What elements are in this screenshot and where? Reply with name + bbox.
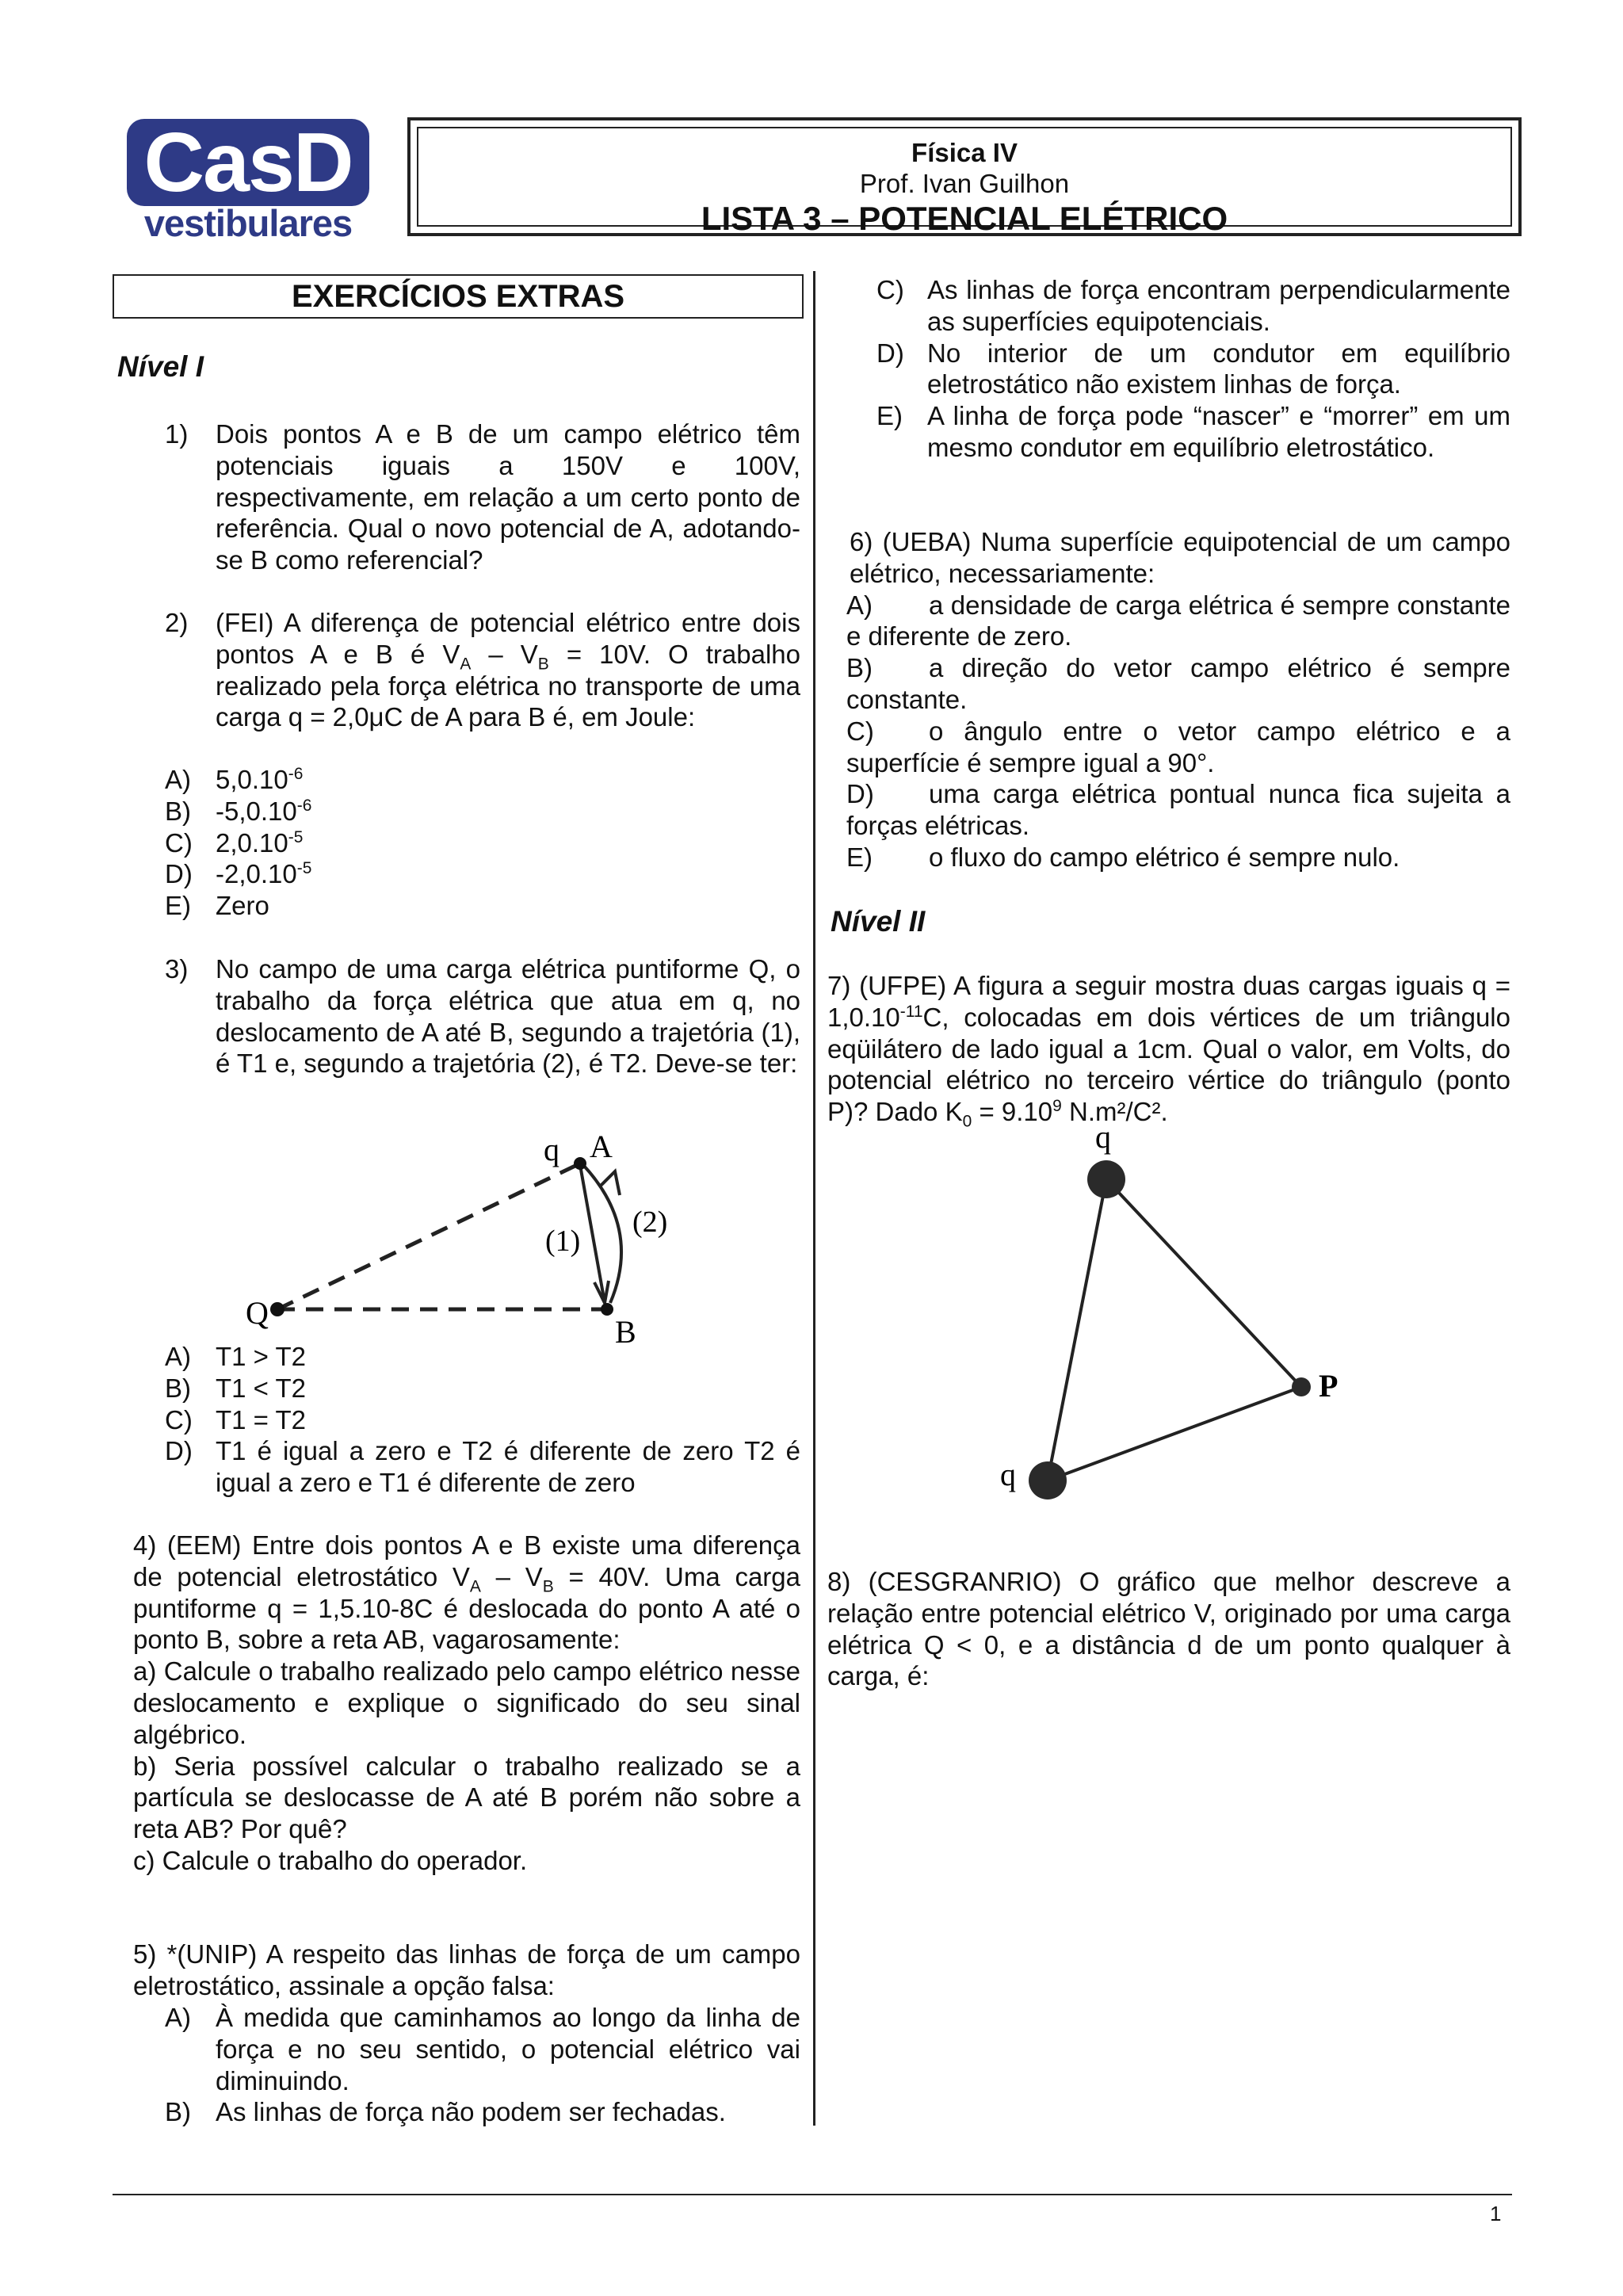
q5-options-left: [165, 2002, 800, 2128]
list-title: LISTA 3 – POTENCIAL ELÉTRICO: [701, 200, 1228, 237]
q6-block: [846, 526, 1510, 873]
casd-logo: [127, 116, 369, 244]
q2-option: A) $5,0.10^{-6}$: [165, 765, 304, 794]
page-number: 1: [1490, 2202, 1502, 2225]
q6-option: B) a direção do vetor campo elétrico é sempre constante.: [846, 653, 1510, 714]
q3-trajectory-figure: [230, 1133, 674, 1347]
q2-option: D) $-2,0.10^{-5}$: [165, 859, 312, 889]
q3-text: No campo de uma carga elétrica puntiforme Q, o trabalho da força elétrica que atua em q, no deslocamento de A até B, segundo a trajetória (1), é T1 e, segundo a trajetória (2), é T2. Deve-se ter:: [216, 954, 800, 1079]
level-1-heading: Nível I: [117, 350, 204, 383]
q7-label-P: P: [1319, 1368, 1338, 1404]
q2-option: E) Zero: [165, 891, 269, 921]
q5-option: A) À medida que caminhamos ao longo da linha de força e no seu sentido, o potencial elétrico vai diminuindo.: [165, 2003, 800, 2095]
q2-options: [165, 764, 311, 922]
q1-text: Dois pontos A e B de um campo elétrico têm potenciais iguais a 150V e 100V, respectivamente, em relação a um certo ponto de referência. Qual o novo potencial de A, adotando-se B como referencial?: [216, 419, 800, 575]
logo-sub: vestibulares: [143, 202, 353, 244]
q2-option: C) $2,0.10^{-5}$: [165, 827, 304, 858]
q3-point-B: [601, 1303, 613, 1316]
q3-label-path1: (1): [545, 1224, 581, 1258]
q7-triangle-figure: [983, 1125, 1355, 1506]
subject: Física IV: [911, 138, 1018, 167]
header-title-box: [407, 117, 1522, 236]
q3-label-Q: Q: [246, 1295, 269, 1331]
q3-point-A: [574, 1157, 586, 1170]
q3-charge-Q: [270, 1302, 285, 1316]
q3-label-q: q: [544, 1133, 559, 1167]
q6-option: D) uma carga elétrica pontual nunca fica sujeita a forças elétricas.: [846, 779, 1510, 841]
q6-option: C) o ângulo entre o vetor campo elétrico e a superfície é sempre igual a 90°.: [846, 716, 1510, 777]
q3-label-A: A: [590, 1133, 613, 1164]
q1-number: 1): [165, 419, 189, 449]
q3-label-path2: (2): [632, 1205, 668, 1239]
q6-text: 6) (UEBA) Numa superfície equipotencial de um campo elétrico, necessariamente:: [850, 527, 1510, 588]
q7-charge-bottom: [1029, 1461, 1067, 1499]
q3-option: D) T1 é igual a zero e T2 é diferente de zero T2 é igual a zero e T1 é diferente de zero: [165, 1436, 800, 1498]
q2-text: (FEI) A diferença de potencial elétrico entre dois pontos A e B é $V_A - V_B = 10V$. O trabalho realizado pela força elétrica no transporte de uma carga q = 2,0μC de A para B é, em Joule:: [216, 608, 800, 732]
section-title: EXERCÍCIOS EXTRAS: [113, 274, 804, 319]
q5-option: C) As linhas de força encontram perpendicularmente as superfícies equipotenciais.: [876, 275, 1510, 336]
q7-point-P: [1292, 1377, 1311, 1396]
q7-triangle: [1048, 1179, 1301, 1480]
q3-option: C) T1 = T2: [165, 1404, 307, 1435]
q6-option: E) o fluxo do campo elétrico é sempre nulo.: [846, 842, 1400, 872]
q3-option: B) T1 < T2: [165, 1373, 307, 1403]
q5-text: 5) *(UNIP) A respeito das linhas de força de um campo eletrostático, assinale a opção falsa:: [133, 1939, 800, 2000]
teacher: Prof. Ivan Guilhon: [859, 169, 1070, 198]
q3-option: A) T1 > T2: [165, 1342, 307, 1371]
q5-option: B) As linhas de força não podem ser fechadas.: [165, 2097, 726, 2127]
q2-number: 2): [165, 608, 189, 637]
q3-number: 3): [165, 954, 189, 984]
q4-item-c: c) Calcule o trabalho do operador.: [133, 1845, 528, 1875]
q5-option: E) A linha de força pode “nascer” e “morrer” em um mesmo condutor em equilíbrio eletrostático.: [876, 401, 1510, 462]
level-2-heading: Nível II: [831, 905, 926, 938]
q3-label-B: B: [615, 1314, 636, 1347]
q7-text: 7) (UFPE) A figura a seguir mostra duas cargas iguais $q = 1,0.10^{-11}C$, colocadas em dois vértices de um triângulo eqüilátero de lado igual a 1cm. Qual o valor, em Volts, do potencial elétrico no terceiro vértice do triângulo (ponto P)? Dado $K_0 = 9.10^9$ N.m²/C².: [827, 971, 1510, 1131]
q6-option: A) a densidade de carga elétrica é sempre constante e diferente de zero.: [846, 590, 1510, 651]
q4-item-a: a) Calcule o trabalho realizado pelo campo elétrico nesse deslocamento e explique o significado do seu sinal algébrico.: [133, 1656, 800, 1749]
header-title-inner: [417, 127, 1512, 237]
column-divider: [813, 271, 815, 2126]
q8-text: 8) (CESGRANRIO) O gráfico que melhor descreve a relação entre potencial elétrico V, originado por uma carga elétrica Q < 0, e a distância d de um ponto qualquer à carga, é:: [827, 1567, 1510, 1691]
q2-option: B) $-5,0.10^{-6}$: [165, 796, 312, 826]
q7-label-q-bottom: q: [1000, 1457, 1016, 1492]
q7-charge-top: [1087, 1160, 1125, 1198]
q3-options: [165, 1341, 800, 1499]
q5-option: D) No interior de um condutor em equilíbrio eletrostático não existem linhas de força.: [876, 338, 1510, 399]
q3-dashed-line-qa: [277, 1163, 580, 1309]
q5-options-right: [876, 274, 1510, 464]
q4-item-b: b) Seria possível calcular o trabalho realizado se a partícula se deslocasse de A até B porém não sobre a reta AB? Por quê?: [133, 1751, 800, 1844]
q4-text: 4) (EEM) Entre dois pontos A e B existe uma diferença de potencial eletrostático $V_A - V_B = 40V$. Uma carga puntiforme q = 1,5.10-8C é deslocada do ponto A até o ponto B, sobre a reta AB, vagarosamente:: [133, 1530, 800, 1655]
logo-main: CasD: [127, 119, 369, 206]
footer-rule: [113, 2194, 1512, 2195]
q5-block: [133, 1939, 800, 2002]
q4-block: [133, 1530, 800, 1877]
q7-label-q-top: q: [1095, 1125, 1111, 1155]
